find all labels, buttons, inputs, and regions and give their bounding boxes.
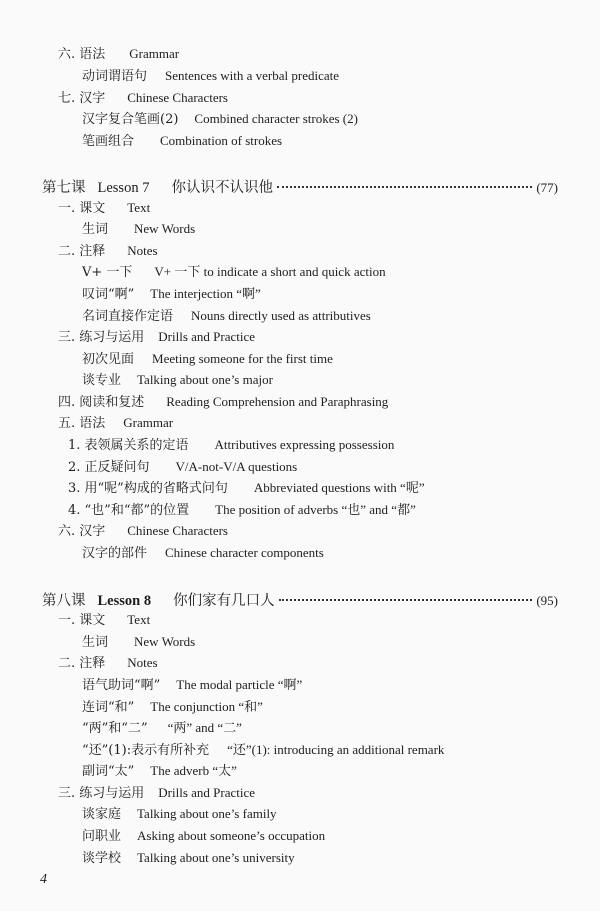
toc-line[interactable]: 二. 注释 Notes	[58, 243, 158, 259]
toc-line[interactable]: 一. 课文 Text	[58, 612, 151, 628]
lesson-8-page: (95)	[536, 593, 558, 608]
lesson-8-title: 你们家有几口人	[173, 593, 275, 609]
leader-dots	[277, 186, 532, 188]
lesson-7-page: (77)	[536, 180, 558, 195]
toc-line[interactable]: 1. 表领属关系的定语 Attributives expressing possession	[68, 437, 395, 453]
toc-line[interactable]: 副词“太” The adverb “太”	[82, 763, 237, 779]
toc-line[interactable]: 名词直接作定语 Nouns directly used as attributives	[82, 308, 371, 324]
toc-line[interactable]: 二. 注释 Notes	[58, 655, 158, 671]
toc-line[interactable]: 4. “也”和“都”的位置 The position of adverbs “也” and “都”	[68, 502, 416, 518]
toc-line[interactable]: 谈学校 Talking about one’s university	[82, 850, 295, 866]
lesson-7-heading[interactable]	[42, 176, 558, 196]
leader-dots	[279, 599, 533, 601]
toc-line[interactable]: 连词“和” The conjunction “和”	[82, 699, 263, 715]
toc-line[interactable]: 三. 练习与运用 Drills and Practice	[58, 785, 256, 801]
toc-line[interactable]: 初次见面 Meeting someone for the first time	[82, 351, 333, 367]
toc-line-stroke-combination[interactable]: 笔画组合 Combination of strokes	[82, 133, 283, 149]
toc-line[interactable]: “两”和“二” “两” and “二”	[82, 720, 242, 736]
lesson-8-label: 第八课	[42, 593, 86, 609]
toc-line[interactable]: 五. 语法 Grammar	[58, 415, 174, 431]
toc-line[interactable]: 叹词“啊” The interjection “啊”	[82, 286, 261, 302]
toc-line[interactable]: 生词 New Words	[82, 221, 196, 237]
page-number: 4	[40, 872, 47, 887]
toc-line[interactable]: 谈专业 Talking about one’s major	[82, 372, 273, 388]
toc-line[interactable]: 六. 汉字 Chinese Characters	[58, 523, 228, 539]
lesson-7-english: Lesson 7	[97, 180, 150, 196]
toc-line[interactable]: 3. 用“呢”构成的省略式问句 Abbreviated questions with “呢”	[68, 480, 425, 496]
toc-line-characters-7[interactable]: 七. 汉字 Chinese Characters	[58, 90, 228, 106]
lesson-8-heading[interactable]	[42, 589, 558, 609]
toc-line[interactable]: 生词 New Words	[82, 634, 196, 650]
lesson-7-title: 你认识不认识他	[171, 180, 273, 196]
toc-line[interactable]: “还”(1):表示有所补充 “还”(1): introducing an additional remark	[82, 742, 445, 758]
toc-line[interactable]: 三. 练习与运用 Drills and Practice	[58, 329, 256, 345]
toc-line[interactable]: 汉字的部件 Chinese character components	[82, 545, 324, 561]
toc-line[interactable]: V+ 一下 V+ 一下 to indicate a short and quick action	[82, 264, 386, 280]
toc-line[interactable]: 谈家庭 Talking about one’s family	[82, 806, 277, 822]
toc-line[interactable]: 问职业 Asking about someone’s occupation	[82, 828, 326, 844]
toc-line-grammar-6[interactable]: 六. 语法 Grammar	[58, 46, 180, 62]
toc-line[interactable]: 2. 正反疑问句 V/A-not-V/A questions	[68, 459, 298, 475]
lesson-7-label: 第七课	[42, 180, 86, 196]
toc-line[interactable]: 语气助词“啊” The modal particle “啊”	[82, 677, 303, 693]
toc-line-verbal-predicate[interactable]: 动词谓语句 Sentences with a verbal predicate	[82, 68, 339, 84]
lesson-8-english: Lesson 8	[97, 593, 152, 609]
toc-line[interactable]: 四. 阅读和复述 Reading Comprehension and Paraphrasing	[58, 394, 389, 410]
toc-line[interactable]: 一. 课文 Text	[58, 200, 151, 216]
toc-line-combined-strokes[interactable]: 汉字复合笔画(2) Combined character strokes (2)	[82, 111, 358, 127]
